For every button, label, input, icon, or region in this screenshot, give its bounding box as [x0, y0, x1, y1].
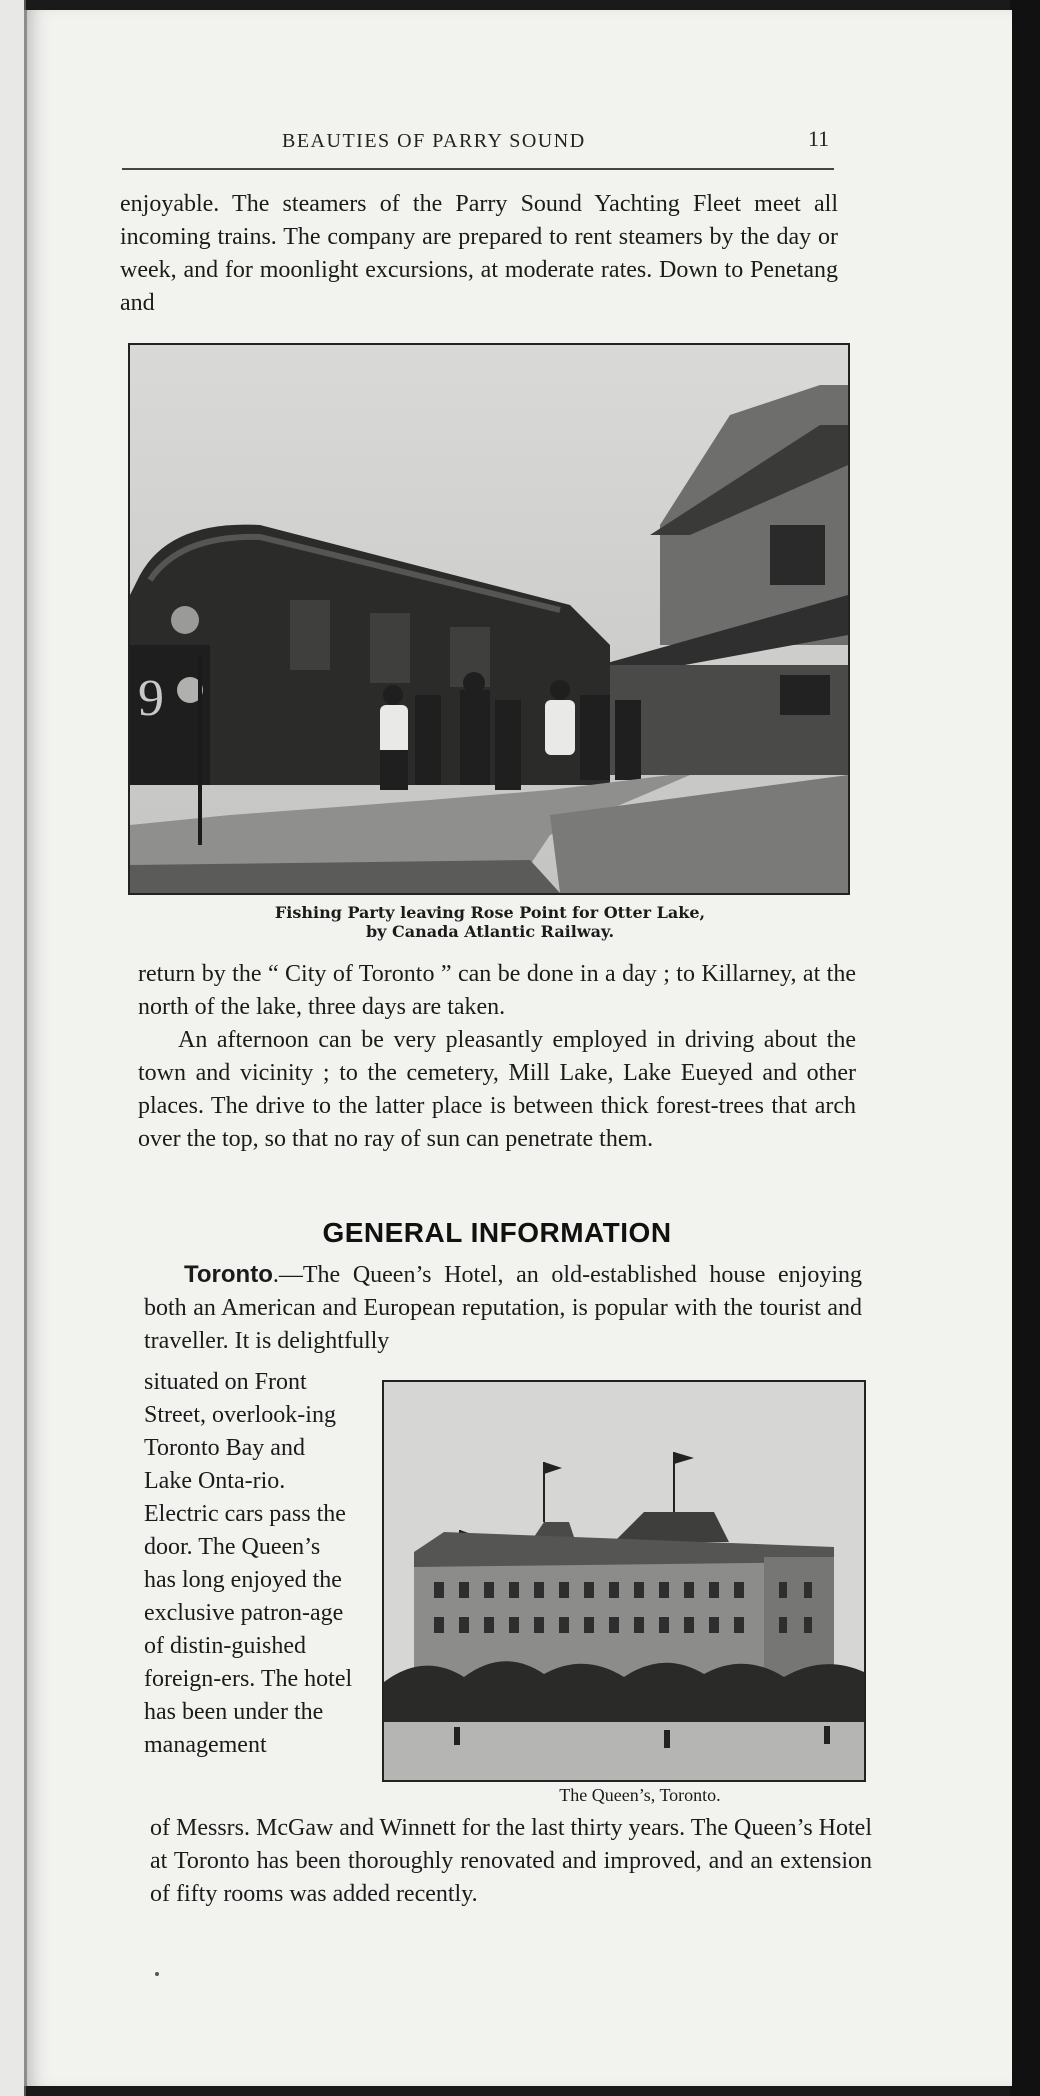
middle-paragraphs: [138, 958, 856, 1156]
hotel-photo-image: [384, 1382, 864, 1780]
adjacent-page-edge: [0, 0, 26, 2096]
page-number: 11: [808, 126, 830, 151]
section-heading: GENERAL INFORMATION: [322, 1217, 672, 1248]
scan-speck: [155, 1972, 159, 1976]
top-paragraph: [120, 188, 838, 320]
header-rule: [122, 168, 834, 170]
scan-background-edge: [1010, 0, 1040, 2096]
train-photo-image: [130, 345, 848, 893]
toronto-ending-paragraph: of Messrs. McGaw and Winnett for the last thirty years. The Queen’s Hotel at Toronto has been thoroughly renovated and improved, and an extension of fifty rooms was added recently.: [150, 1815, 872, 1907]
running-title: BEAUTIES OF PARRY SOUND: [282, 130, 586, 152]
train-photo: [128, 343, 850, 895]
train-caption-line-1: Fishing Party leaving Rose Point for Otter Lake,: [274, 903, 706, 922]
train-caption-line-2: by Canada Atlantic Railway.: [365, 922, 615, 941]
toronto-narrow-column: situated on Front Street, overlook-ing Toronto Bay and Lake Onta-rio. Electric cars pass the door. The Queen’s has long enjoyed the exclusive patron-age of distin-guished foreign-ers. The hotel has been under the management: [144, 1369, 353, 1758]
svg-text:9: 9: [138, 670, 164, 727]
paragraph-afternoon: An afternoon can be very pleasantly employed in driving about the town and vicinity ; to the cemetery, Mill Lake, Lake Eueyed and other places. The drive to the latter place is between thick forest-trees that arch over the top, so that no ray of sun can penetrate them.: [138, 1027, 856, 1152]
hotel-photo-caption: The Queen’s, Toronto.: [559, 1785, 721, 1805]
toronto-paragraph: [144, 1258, 862, 1358]
paragraph-return: return by the “ City of Toronto ” can be done in a day ; to Killarney, at the north of the lake, three days are taken.: [138, 961, 856, 1020]
train-photo-caption: [130, 903, 850, 941]
toronto-run-in: Toronto: [184, 1261, 273, 1288]
hotel-photo: [382, 1380, 866, 1782]
toronto-intro: .—The Queen’s Hotel, an old-established house enjoying both an American and European reputation, is popular with the tourist and traveller. It is delightfully: [144, 1262, 862, 1354]
top-paragraph-text: enjoyable. The steamers of the Parry Sound Yachting Fleet meet all incoming trains. The company are prepared to rent steamers by the day or week, and for moonlight excursions, at moderate rates. Down to Penetang and: [120, 191, 838, 316]
